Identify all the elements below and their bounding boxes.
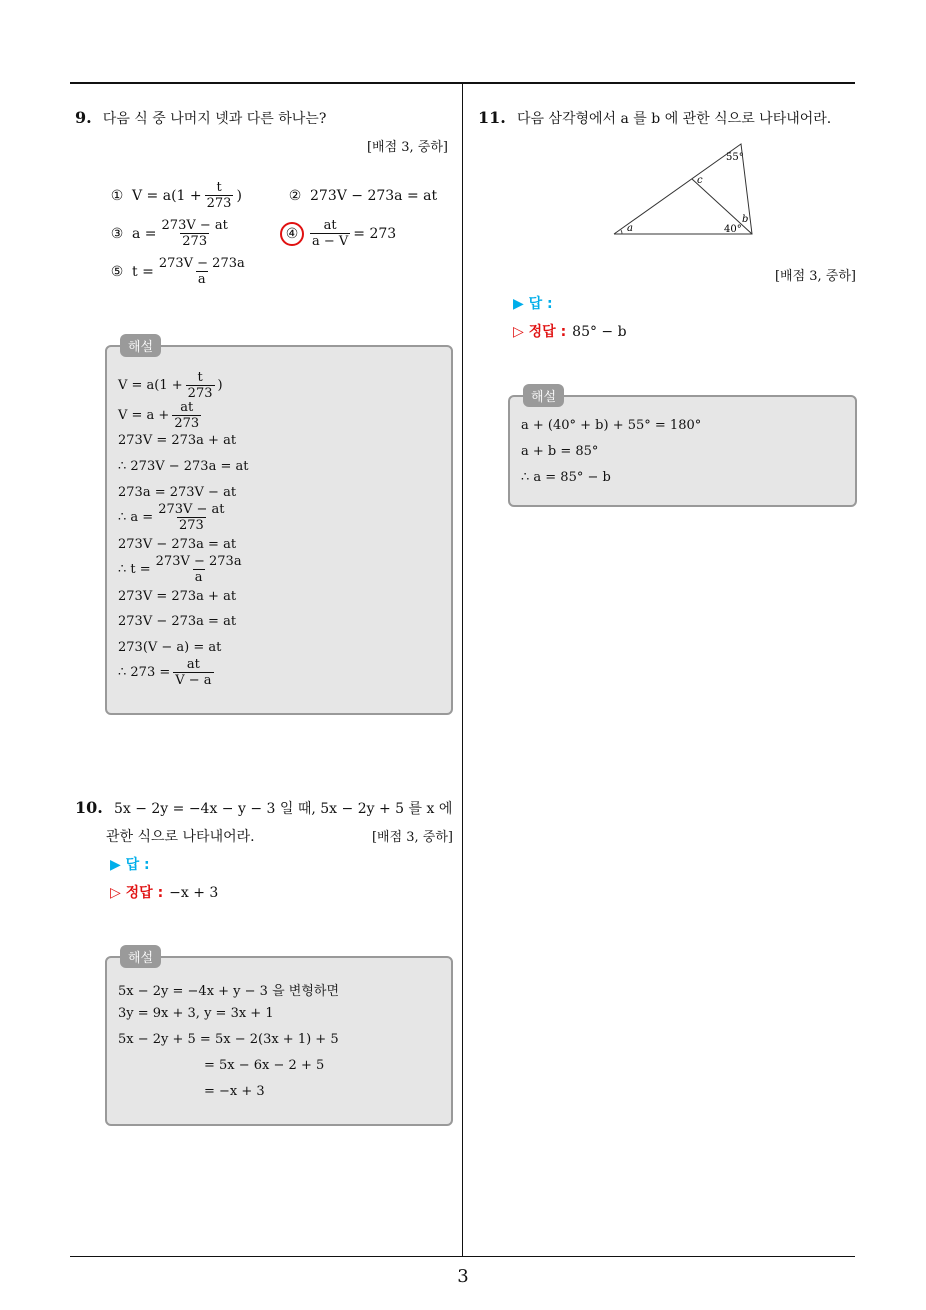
solution-line: ∴ 273V − 273a = at [118, 459, 249, 474]
column-divider [462, 84, 463, 1256]
footer-rule [70, 1256, 855, 1257]
solution-line: 273V = 273a + at [118, 433, 237, 448]
question-10-header [75, 798, 452, 818]
option-1[interactable]: ① V = a(1 + $\frac{t}{273}$ ) [110, 180, 242, 211]
solution-line: ∴ a = 85° − b [521, 470, 611, 485]
solution-line: 273V = 273a + at [118, 589, 237, 604]
question-number: 11. [478, 108, 506, 127]
correct-answer: ▷ 정답 : 85° − b [513, 324, 627, 340]
solution-line: 273V − 273a = at [118, 537, 237, 552]
solution-tag: 해설 [523, 384, 564, 407]
option-2[interactable]: ② 273V − 273a = at [288, 188, 438, 204]
solution-line: 3y = 9x + 3, y = 3x + 1 [118, 1006, 274, 1021]
label-55deg: 55° [726, 152, 744, 163]
solution-tag: 해설 [120, 945, 161, 968]
label-40deg: 40° [724, 224, 742, 235]
question-10-source: [배점 3, 중하] [371, 830, 453, 845]
solution-line: a + b = 85° [521, 444, 599, 459]
question-text: 다음 식 중 나머지 넷과 다른 하나는? [102, 111, 327, 127]
solution-line: 5x − 2y + 5 = 5x − 2(3x + 1) + 5 [118, 1032, 339, 1047]
solution-line: 273(V − a) = at [118, 640, 222, 655]
solution-line: 273V − 273a = at [118, 614, 237, 629]
triangle-figure [600, 140, 770, 245]
option-3[interactable]: ③ a = $\frac{273V - at}{273}$ [110, 218, 228, 249]
answer-label: ▶ 답 : [513, 296, 553, 312]
solution-line: ∴ t = $\frac{273V - 273a}{a}$ [118, 554, 242, 585]
question-text: 다음 삼각형에서 a 를 b 에 관한 식으로 나타내어라. [516, 111, 832, 127]
question-text: 5x − 2y = −4x − y − 3 일 때, 5x − 2y + 5 를 x 에 [113, 801, 453, 817]
question-9-header [75, 108, 326, 128]
solution-line: 273a = 273V − at [118, 485, 237, 500]
solution-line: ∴ a = $\frac{273V - at}{273}$ [118, 502, 225, 533]
question-number: 9. [75, 108, 92, 127]
solution-line: a + (40° + b) + 55° = 180° [521, 418, 702, 433]
solution-line: = −x + 3 [204, 1084, 265, 1099]
solution-line: V = a(1 + $\frac{t}{273}$ ) [118, 370, 223, 401]
label-a: a [627, 223, 633, 234]
solution-line: ∴ 273 = $\frac{at}{V - a}$ [118, 657, 212, 688]
question-11-source: [배점 3, 중하] [774, 269, 856, 284]
correct-answer: ▷ 정답 : −x + 3 [110, 885, 219, 901]
label-b: b [742, 214, 749, 225]
solution-tag: 해설 [120, 334, 161, 357]
question-text-line2: 관한 식으로 나타내어라. [106, 829, 255, 845]
answer-label: ▶ 답 : [110, 857, 150, 873]
question-9-source: [배점 3, 중하] [366, 140, 448, 155]
option-5[interactable]: ⑤ t = $\frac{273V - 273a}{a}$ [110, 256, 245, 287]
label-c: c [697, 175, 703, 186]
solution-line: = 5x − 6x − 2 + 5 [204, 1058, 325, 1073]
solution-line: V = a + $\frac{at}{273}$ [118, 400, 200, 431]
solution-line: 5x − 2y = −4x + y − 3 을 변형하면 [118, 984, 340, 999]
page-number: 3 [457, 1266, 469, 1287]
option-4[interactable]: ④ $\frac{at}{a - V}$ = 273 [285, 218, 397, 249]
question-number: 10. [75, 798, 103, 817]
question-11-header [478, 108, 831, 128]
